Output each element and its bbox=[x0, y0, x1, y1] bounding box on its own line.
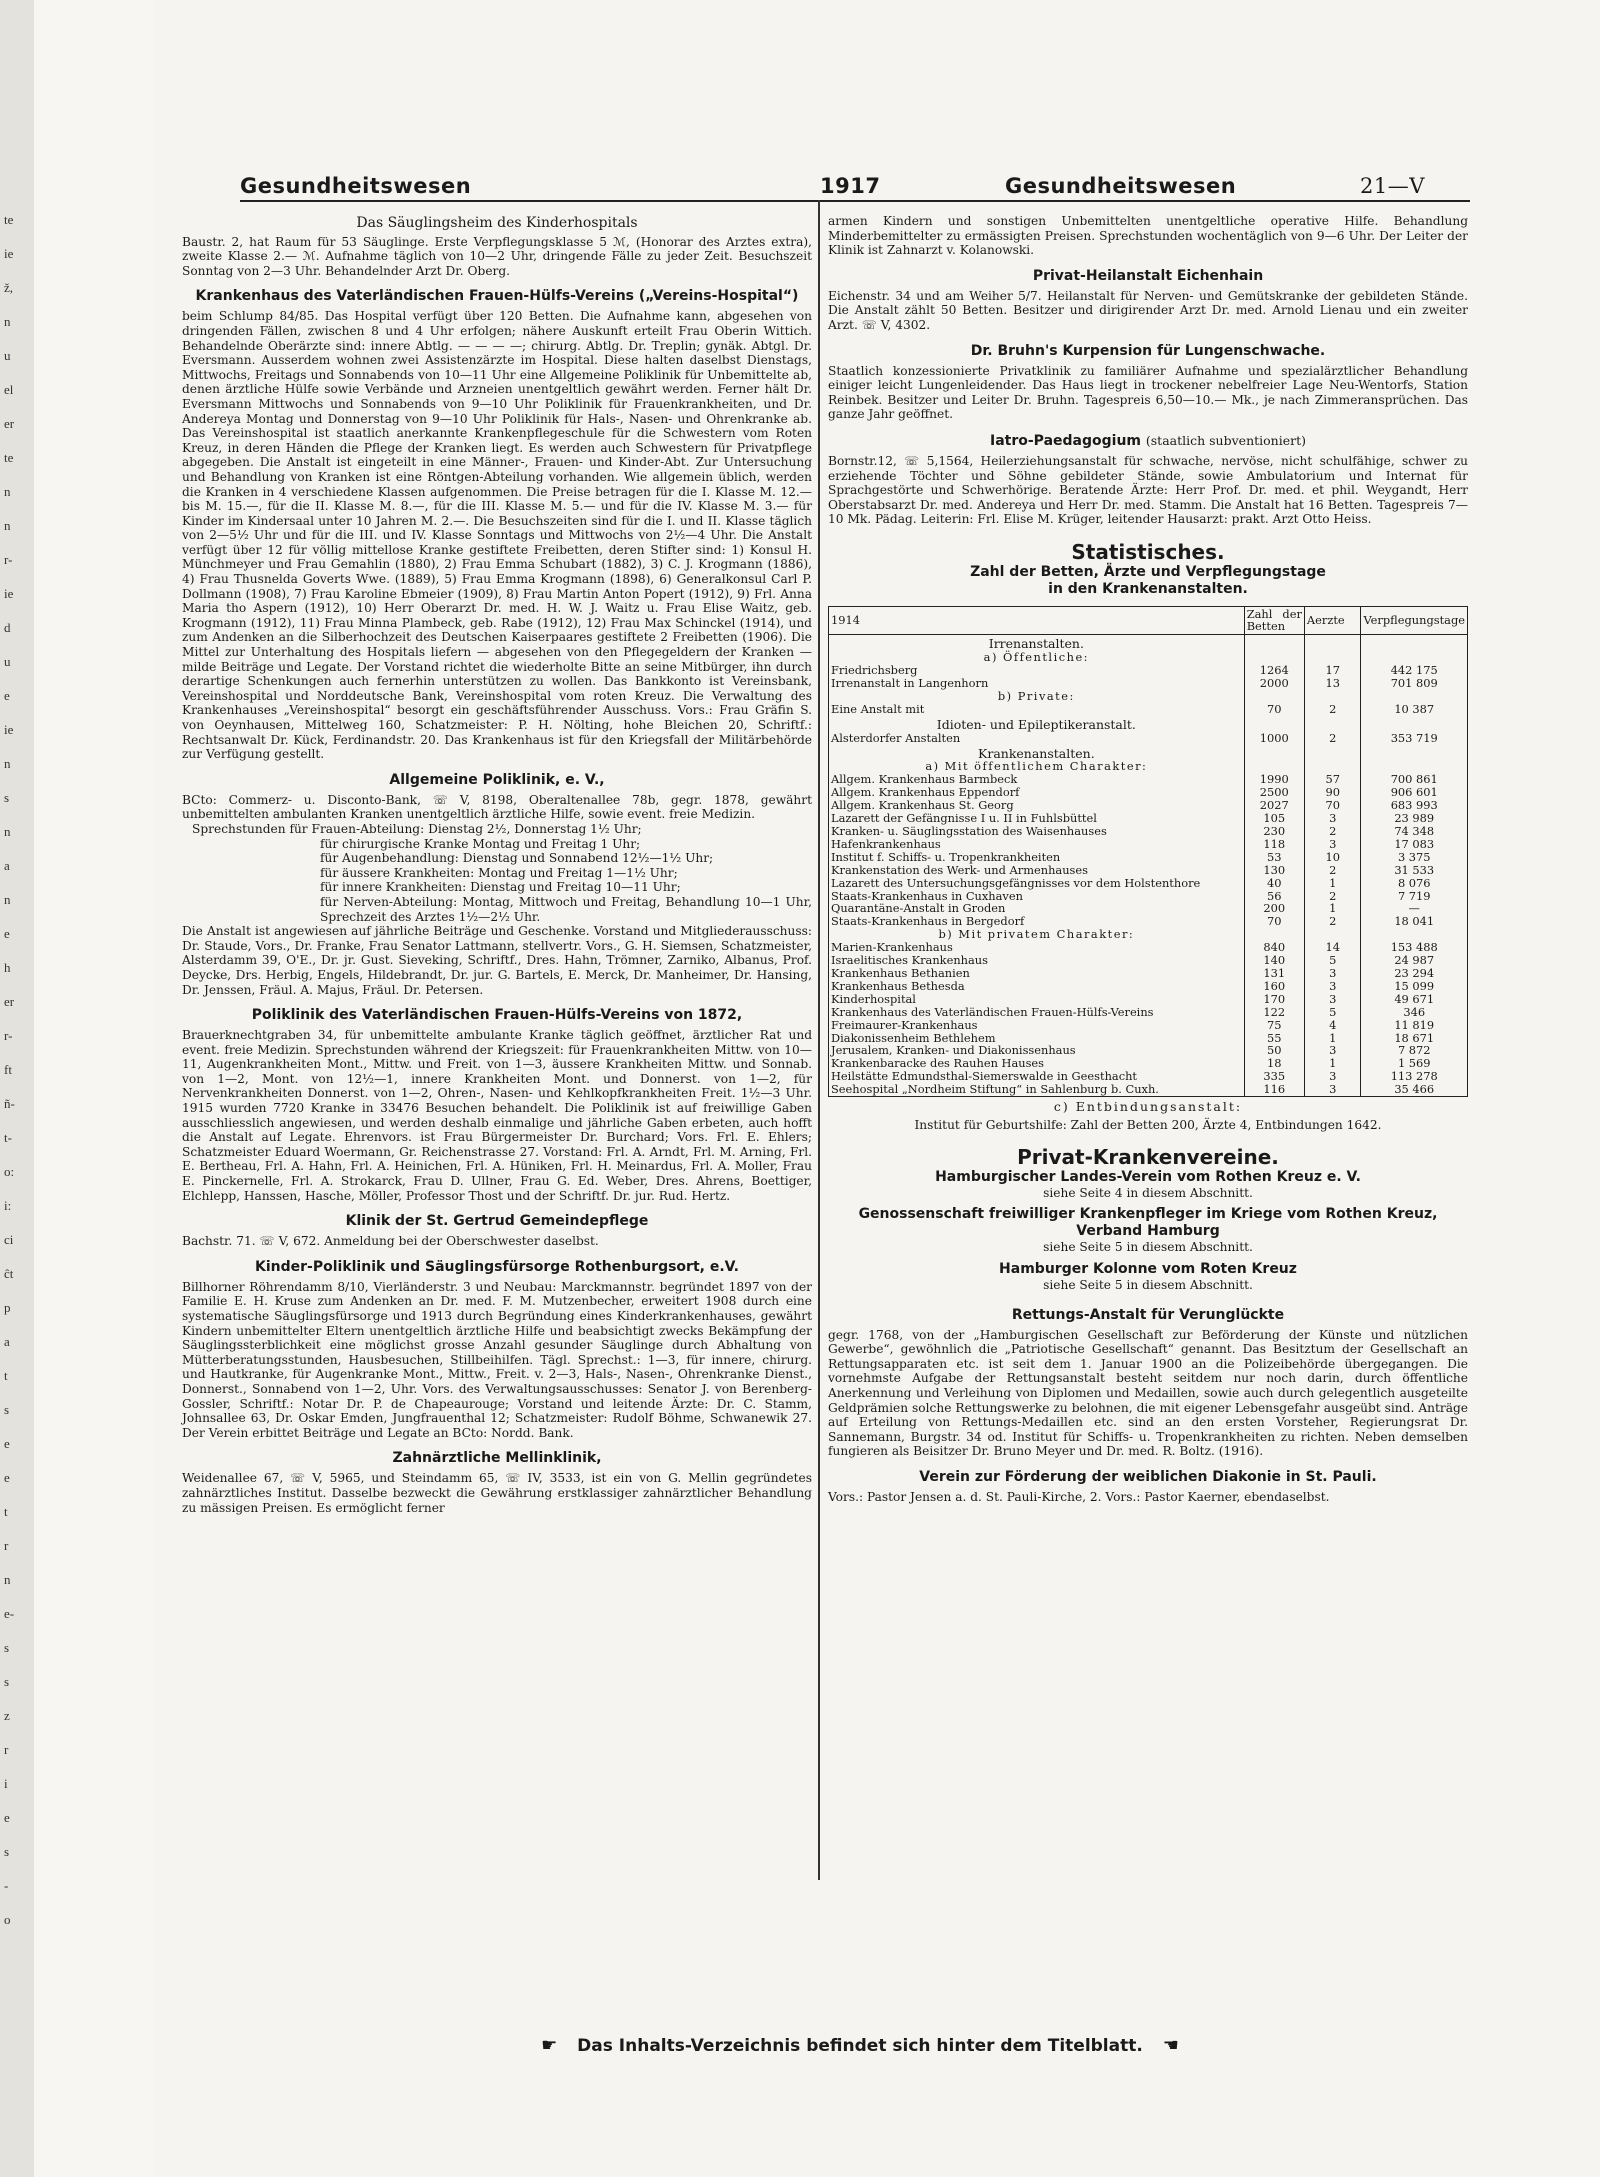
book-gutter bbox=[34, 0, 154, 2177]
days-cell: 3 375 bbox=[1361, 851, 1468, 864]
days-cell: 153 488 bbox=[1361, 941, 1468, 954]
col-header-doctors: Aerzte bbox=[1304, 606, 1361, 635]
days-cell: 18 671 bbox=[1361, 1032, 1468, 1045]
doctors-cell: 3 bbox=[1304, 812, 1361, 825]
institution-cell: Kranken- u. Säuglingsstation des Waisenhauses bbox=[829, 825, 1245, 838]
beds-cell: 840 bbox=[1244, 941, 1304, 954]
margin-fragment: n bbox=[4, 756, 11, 771]
header-left-title: Gesundheitswesen bbox=[240, 174, 472, 198]
beds-cell: 1990 bbox=[1244, 773, 1304, 786]
beds-cell: 50 bbox=[1244, 1044, 1304, 1057]
table-row bbox=[829, 664, 1468, 677]
group-header-row bbox=[829, 745, 1468, 761]
table-row bbox=[829, 915, 1468, 928]
empty-cell bbox=[1244, 716, 1304, 732]
days-cell: 23 294 bbox=[1361, 967, 1468, 980]
doctors-cell: 3 bbox=[1304, 967, 1361, 980]
days-cell: 906 601 bbox=[1361, 786, 1468, 799]
empty-cell bbox=[1361, 635, 1468, 651]
beds-cell: 55 bbox=[1244, 1032, 1304, 1045]
section-title: Krankenhaus des Vaterländischen Frauen-Hülfs-Vereins („Vereins-Hospital“) bbox=[195, 288, 799, 305]
hours-line: für chirurgische Kranke Montag und Freitag 1 Uhr; bbox=[320, 836, 641, 851]
margin-fragment: n bbox=[4, 314, 11, 329]
col-header-days: Verpflegungstage bbox=[1361, 606, 1468, 635]
section-mellin-continued bbox=[828, 214, 1468, 258]
margin-fragment: s bbox=[4, 1674, 10, 1689]
margin-fragment: i: bbox=[4, 1198, 12, 1213]
beds-cell: 18 bbox=[1244, 1057, 1304, 1070]
hours-line: für innere Krankheiten: Dienstag und Freitag 10—11 Uhr; bbox=[320, 880, 681, 895]
margin-fragment: e bbox=[4, 1470, 10, 1485]
margin-fragment: e- bbox=[4, 1606, 15, 1621]
doctors-cell: 17 bbox=[1304, 664, 1361, 677]
section-poliklinik-1872 bbox=[182, 1007, 812, 1203]
beds-cell: 40 bbox=[1244, 877, 1304, 890]
institution-cell: Israelitisches Krankenhaus bbox=[829, 954, 1245, 967]
group-header-row bbox=[829, 651, 1468, 664]
section-statistics bbox=[828, 539, 1468, 1132]
beds-cell: 118 bbox=[1244, 838, 1304, 851]
doctors-cell: 5 bbox=[1304, 954, 1361, 967]
doctors-cell: 2 bbox=[1304, 864, 1361, 877]
institution-cell: Heilstätte Edmundsthal-Siemerswalde in Geesthacht bbox=[829, 1070, 1245, 1083]
section-title: Zahnärztliche Mellinklinik, bbox=[392, 1450, 602, 1467]
hours-line: für Augenbehandlung: Dienstag und Sonnabend 12½—1½ Uhr; bbox=[320, 851, 714, 866]
margin-fragment: s bbox=[4, 790, 10, 805]
beds-cell: 131 bbox=[1244, 967, 1304, 980]
doctors-cell: 2 bbox=[1304, 703, 1361, 716]
doctors-cell: 3 bbox=[1304, 1083, 1361, 1096]
section-text: armen Kindern und sonstigen Unbemittelten unentgeltliche operative Hilfe. Behandlung Minderbemittelter zu ermässigten Preisen. Sprechstunden wochentäglich von 9—6 Uhr. Der Leiter der Klinik ist Zahnarzt v. Kolanowski. bbox=[828, 214, 1468, 258]
table-row bbox=[829, 864, 1468, 877]
table-row bbox=[829, 1044, 1468, 1057]
doctors-cell: 2 bbox=[1304, 825, 1361, 838]
margin-fragment: n bbox=[4, 484, 11, 499]
institution-cell: Krankenhaus des Vaterländischen Frauen-Hülfs-Vereins bbox=[829, 1006, 1245, 1019]
title-text: Iatro-Paedagogium bbox=[990, 432, 1141, 449]
beds-cell: 200 bbox=[1244, 902, 1304, 915]
institution-cell: Jerusalem, Kranken- und Diakonissenhaus bbox=[829, 1044, 1245, 1057]
section-title: Rettungs-Anstalt für Verunglückte bbox=[1011, 1306, 1285, 1323]
margin-fragment: i bbox=[4, 1776, 8, 1791]
table-row bbox=[829, 980, 1468, 993]
footer-text: Das Inhalts-Verzeichnis befindet sich hinter dem Titelblatt. bbox=[577, 2036, 1143, 2056]
days-cell: — bbox=[1361, 902, 1468, 915]
margin-fragment: a bbox=[4, 1334, 10, 1349]
margin-fragment: e bbox=[4, 926, 10, 941]
section-text: Vors.: Pastor Jensen a. d. St. Pauli-Kirche, 2. Vors.: Pastor Kaerner, ebendaselbst. bbox=[828, 1489, 1330, 1504]
days-cell: 8 076 bbox=[1361, 877, 1468, 890]
title-subtext: (staatlich subventioniert) bbox=[1145, 432, 1306, 448]
institution-cell: Allgem. Krankenhaus Eppendorf bbox=[829, 786, 1245, 799]
empty-cell bbox=[1361, 690, 1468, 703]
institution-cell: Krankenstation des Werk- und Armenhauses bbox=[829, 864, 1245, 877]
margin-fragment: ž, bbox=[4, 280, 14, 295]
margin-fragment: t bbox=[4, 1504, 8, 1519]
beds-cell: 105 bbox=[1244, 812, 1304, 825]
beds-cell: 140 bbox=[1244, 954, 1304, 967]
col-header-year: 1914 bbox=[829, 606, 1245, 635]
margin-fragment: n bbox=[4, 1572, 11, 1587]
margin-fragment: e bbox=[4, 1436, 10, 1451]
institution-cell: Eine Anstalt mit bbox=[829, 703, 1245, 716]
section-title: Dr. Bruhn's Kurpension für Lungenschwache. bbox=[970, 342, 1326, 359]
group-label: a) Öffentliche: bbox=[829, 651, 1245, 664]
previous-page-strip bbox=[0, 0, 36, 2177]
doctors-cell: 70 bbox=[1304, 799, 1361, 812]
institution-cell: Allgem. Krankenhaus Barmbeck bbox=[829, 773, 1245, 786]
doctors-cell: 1 bbox=[1304, 877, 1361, 890]
beds-cell: 1000 bbox=[1244, 732, 1304, 745]
section-text: Brauerknechtgraben 34, für unbemittelte ambulante Kranke täglich geöffnet, ärztlicher Rat und event. freie Medizin. Sprechstunden während der Kriegszeit: für Frauenkrankheiten Mittw. von 10—11, Augenkrankheiten Mont., Mittw. und Freit. von 1—3, äussere Krankheiten Mittw. und Sonnab. von 1—2, Mont. von 12½—1, innere Krankheiten Mont. und Donnerst. von 1—2, für Nervenkrankheiten Donnerst. von 1—2, Ohren-, Nasen- und Kehlkopfkrankheiten Freit. 1½—3 Uhr. 1915 wurden 7720 Kranke in 33476 Besuchen behandelt. Die Poliklinik ist auf freiwillige Gaben ausschliesslich angewiesen, und werden deshalb einmalige und jährliche Gaben erbeten, auch hofft die Anstalt auf Legate. Ehrenvors. ist Frau Bürgermeister Dr. Burchard; Vors. Frl. E. Ehlers; Schatzmeister Eduard Woermann, Gr. Reichenstrasse 27. Vorstand: Frl. A. Arndt, Frl. M. Arning, Frl. E. Bertheau, Frl. A. Hahn, Frl. A. Heinichen, Frl. A. Hüniken, Frl. H. Meinardus, Frl. A. Moller, Frau E. Pinckernelle, Frl. A. Strokarck, Frau D. Ullner, Frau G. Ed. Weber, Dres. Ahrens, Boettiger, Elchlepp, Hanssen, Hasche, Möller, Professor Thost und der Schriftf. Dr. jur. Rud. Hertz. bbox=[182, 1028, 812, 1203]
table-row bbox=[829, 773, 1468, 786]
section-title: Das Säuglingsheim des Kinderhospitals bbox=[356, 215, 638, 231]
table-row bbox=[829, 677, 1468, 690]
group-label: Idioten- und Epileptikeranstalt. bbox=[829, 716, 1245, 732]
empty-cell bbox=[1244, 635, 1304, 651]
doctors-cell: 3 bbox=[1304, 1044, 1361, 1057]
group-header-row bbox=[829, 760, 1468, 773]
days-cell: 11 819 bbox=[1361, 1019, 1468, 1032]
doctors-cell: 1 bbox=[1304, 1057, 1361, 1070]
margin-fragment: r bbox=[4, 1538, 9, 1553]
institution-cell: Institut f. Schiffs- u. Tropenkrankheiten bbox=[829, 851, 1245, 864]
empty-cell bbox=[1244, 690, 1304, 703]
beds-cell: 70 bbox=[1244, 915, 1304, 928]
section-title: Poliklinik des Vaterländischen Frauen-Hülfs-Vereins von 1872, bbox=[251, 1007, 743, 1024]
section-bruhn bbox=[828, 343, 1468, 422]
consultation-hours bbox=[182, 822, 812, 924]
group-header-row bbox=[829, 635, 1468, 651]
table-row bbox=[829, 1006, 1468, 1019]
beds-cell: 160 bbox=[1244, 980, 1304, 993]
org-text: siehe Seite 5 in diesem Abschnitt. bbox=[1043, 1240, 1253, 1255]
margin-fragment: t- bbox=[4, 1130, 12, 1145]
group-label: b) Mit privatem Charakter: bbox=[829, 928, 1245, 941]
institution-cell: Diakonissenheim Bethlehem bbox=[829, 1032, 1245, 1045]
section-text: Weidenallee 67, ☏ V, 5965, und Steindamm 65, ☏ IV, 3533, ist ein von G. Mellin gegründetes zahnärztliches Institut. Dasselbe bezweckt die Gewährung erstklassiger zahnärztlicher Behandlung zu mässigen Preisen. Es ermöglicht ferner bbox=[182, 1471, 812, 1515]
margin-fragment: n bbox=[4, 892, 11, 907]
margin-fragment: e bbox=[4, 1810, 10, 1825]
days-cell: 15 099 bbox=[1361, 980, 1468, 993]
days-cell: 49 671 bbox=[1361, 993, 1468, 1006]
statistics-table bbox=[828, 606, 1468, 1098]
table-row bbox=[829, 941, 1468, 954]
section-text: Baustr. 2, hat Raum für 53 Säuglinge. Erste Verpflegungsklasse 5 ℳ, (Honorar des Arztes extra), zweite Klasse 2.— ℳ. Aufnahme täglich von 10—2 Uhr, dringende Fälle zu jeder Zeit. Besuchszeit Sonntag von 2—3 Uhr. Behandelnder Arzt Dr. Oberg. bbox=[182, 234, 812, 278]
table-row bbox=[829, 954, 1468, 967]
institution-cell: Staats-Krankenhaus in Bergedorf bbox=[829, 915, 1245, 928]
group-label: a) Mit öffentlichem Charakter: bbox=[829, 760, 1245, 773]
days-cell: 24 987 bbox=[1361, 954, 1468, 967]
days-cell: 18 041 bbox=[1361, 915, 1468, 928]
section-saeuglingsheim bbox=[182, 216, 812, 278]
table-row bbox=[829, 825, 1468, 838]
margin-fragment: o: bbox=[4, 1164, 15, 1179]
group-header-row bbox=[829, 716, 1468, 732]
table-row bbox=[829, 1019, 1468, 1032]
empty-cell bbox=[1304, 745, 1361, 761]
table-row bbox=[829, 877, 1468, 890]
doctors-cell: 3 bbox=[1304, 838, 1361, 851]
margin-fragment: p bbox=[4, 1300, 11, 1315]
right-column bbox=[828, 214, 1468, 1511]
margin-fragment: a bbox=[4, 858, 10, 873]
hours-line: für äussere Krankheiten: Montag und Freitag 1—1½ Uhr; bbox=[320, 865, 678, 880]
margin-fragment: r- bbox=[4, 552, 13, 567]
footer-notice bbox=[250, 2035, 1470, 2056]
days-cell: 1 569 bbox=[1361, 1057, 1468, 1070]
section-allgemeine-poliklinik bbox=[182, 772, 812, 997]
days-cell: 353 719 bbox=[1361, 732, 1468, 745]
table-row bbox=[829, 1057, 1468, 1070]
group-header-row bbox=[829, 690, 1468, 703]
group-header-row bbox=[829, 928, 1468, 941]
beds-cell: 130 bbox=[1244, 864, 1304, 877]
pointing-hand-right-icon: ☛ bbox=[541, 2035, 558, 2056]
days-cell: 113 278 bbox=[1361, 1070, 1468, 1083]
doctors-cell: 5 bbox=[1304, 1006, 1361, 1019]
margin-fragment: te bbox=[4, 212, 14, 227]
table-row bbox=[829, 732, 1468, 745]
doctors-cell: 2 bbox=[1304, 732, 1361, 745]
beds-cell: 53 bbox=[1244, 851, 1304, 864]
doctors-cell: 90 bbox=[1304, 786, 1361, 799]
column-divider bbox=[818, 200, 820, 1880]
table-row bbox=[829, 799, 1468, 812]
days-cell: 700 861 bbox=[1361, 773, 1468, 786]
org-title: Genossenschaft freiwilliger Krankenpfleger im Kriege vom Rothen Kreuz, Verband Hamburg bbox=[858, 1206, 1438, 1240]
days-cell: 7 872 bbox=[1361, 1044, 1468, 1057]
institution-cell: Seehospital „Nordheim Stiftung“ in Sahlenburg b. Cuxh. bbox=[829, 1083, 1245, 1096]
margin-fragment: ie bbox=[4, 246, 14, 261]
maternity-text: Institut für Geburtshilfe: Zahl der Betten 200, Ärzte 4, Entbindungen 1642. bbox=[914, 1117, 1382, 1132]
section-title: Privat-Heilanstalt Eichenhain bbox=[1032, 267, 1264, 284]
days-cell: 7 719 bbox=[1361, 890, 1468, 903]
section-title: Privat-Krankenvereine. bbox=[1017, 1145, 1279, 1170]
hours-line: für Nerven-Abteilung: Montag, Mittwoch und Freitag, Behandlung 10—1 Uhr, Sprechzeit des Arztes 1½—2½ Uhr. bbox=[320, 894, 812, 924]
empty-cell bbox=[1361, 745, 1468, 761]
institution-cell: Friedrichsberg bbox=[829, 664, 1245, 677]
margin-fragment: te bbox=[4, 450, 14, 465]
days-cell: 31 533 bbox=[1361, 864, 1468, 877]
beds-cell: 335 bbox=[1244, 1070, 1304, 1083]
margin-fragment: r bbox=[4, 1742, 9, 1757]
days-cell: 10 387 bbox=[1361, 703, 1468, 716]
table-row bbox=[829, 1070, 1468, 1083]
margin-fragment: u bbox=[4, 654, 11, 669]
margin-fragment: ie bbox=[4, 722, 14, 737]
table-row bbox=[829, 812, 1468, 825]
hours-line: Sprechstunden für Frauen-Abteilung: Dienstag 2½, Donnerstag 1½ Uhr; bbox=[192, 821, 642, 836]
institution-cell: Irrenanstalt in Langenhorn bbox=[829, 677, 1245, 690]
beds-cell: 1264 bbox=[1244, 664, 1304, 677]
doctors-cell: 2 bbox=[1304, 915, 1361, 928]
margin-fragment: e bbox=[4, 688, 10, 703]
section-eichenhain bbox=[828, 268, 1468, 333]
empty-cell bbox=[1304, 635, 1361, 651]
header-year: 1917 bbox=[820, 174, 881, 198]
institution-cell: Freimaurer-Krankenhaus bbox=[829, 1019, 1245, 1032]
group-label: b) Private: bbox=[829, 690, 1245, 703]
org-title: Hamburger Kolonne vom Roten Kreuz bbox=[999, 1261, 1297, 1277]
col-header-beds: Zahl der Betten bbox=[1244, 606, 1304, 635]
section-text: Bachstr. 71. ☏ V, 672. Anmeldung bei der Oberschwester daselbst. bbox=[182, 1234, 599, 1249]
doctors-cell: 57 bbox=[1304, 773, 1361, 786]
section-text: gegr. 1768, von der „Hamburgischen Gesellschaft zur Beförderung der Künste und nützlichen Gewerbe“, gewöhnlich die „Patriotische Gesellschaft“ genannt. Das Besitztum der Gesellschaft an Rettungsapparaten etc. ist seit dem 1. Januar 1900 an die Polizeibehörde übergegangen. Die vornehmste Aufgabe der Rettungsanstalt besteht seitdem nur noch darin, durch öffentliche Anerkennung und Verleihung von Diplomen und Medaillen, sowie auch durch gelegentlich ausgeteilte Geldprämien solche Rettungswerke zu belohnen, die mit eigener Lebensgefahr ausgeübt sind. Anträge auf Erteilung von Rettungs-Medaillen etc. sind an den ersten Vorsteher, Regierungsrat Dr. Sannemann, Burgstr. 34 od. Institut für Schiffs- u. Tropenkrankheiten zu richten. Neben demselben fungieren als Beisitzer Dr. Bruno Meyer und Dr. med. R. Boltz. (1916). bbox=[828, 1327, 1468, 1459]
section-vereins-hospital bbox=[182, 288, 812, 761]
table-row bbox=[829, 967, 1468, 980]
beds-cell: 230 bbox=[1244, 825, 1304, 838]
institution-cell: Allgem. Krankenhaus St. Georg bbox=[829, 799, 1245, 812]
table-row bbox=[829, 1032, 1468, 1045]
margin-fragment: o bbox=[4, 1912, 11, 1927]
left-column bbox=[182, 214, 812, 1521]
institution-cell: Krankenhaus Bethesda bbox=[829, 980, 1245, 993]
table-row bbox=[829, 890, 1468, 903]
section-title bbox=[828, 432, 1468, 450]
institution-cell: Marien-Krankenhaus bbox=[829, 941, 1245, 954]
beds-cell: 2027 bbox=[1244, 799, 1304, 812]
margin-fragment: ft bbox=[4, 1062, 12, 1077]
doctors-cell: 14 bbox=[1304, 941, 1361, 954]
section-diakonie bbox=[828, 1469, 1468, 1505]
beds-cell: 2000 bbox=[1244, 677, 1304, 690]
section-text: Bornstr.12, ☏ 5,1564, Heilerziehungsanstalt für schwache, nervöse, nicht schulfähige, schwer zu erziehende Töchter und Söhne gebildeter Stände, sowie Ambulatorium und Internat für Sprachgestörte und Schwerhörige. Beratende Ärzte: Herr Prof. Dr. med. et phil. Weygandt, Herr Oberstabsarzt Dr. med. Andereya und Herr Dr. med. Stamm. Die Anstalt hat 16 Betten. Tagespreis 7—10 Mk. Pädag. Leiterin: Frl. Elise M. Krüger, leitender Hausarzt: prakt. Arzt Otto Heiss. bbox=[828, 453, 1468, 527]
section-text: BCto: Commerz- u. Disconto-Bank, ☏ V, 8198, Oberaltenallee 78b, gegr. 1878, gewährt unbemittelten ambulanten Kranken unentgeltlich ärztliche Hilfe, sowie event. freie Medizin. bbox=[182, 792, 812, 822]
margin-fragment: s bbox=[4, 1844, 10, 1859]
table-row bbox=[829, 838, 1468, 851]
doctors-cell: 13 bbox=[1304, 677, 1361, 690]
days-cell: 35 466 bbox=[1361, 1083, 1468, 1096]
section-text: Die Anstalt ist angewiesen auf jährliche Beiträge und Geschenke. Vorstand und Mitgliederausschuss: Dr. Staude, Vors., Dr. Franke, Frau Senator Lattmann, stellvertr. Vors., G. H. Siemsen, Schatzmeister, Alsterdamm 39, O'E., Dr. jr. Gust. Sieveking, Schriftf., Dres. Hahn, Trömner, Zarniko, Albanus, Prof. Deycke, Drs. Herbig, Engels, Hildebrandt, Dr. jur. G. Bartels, E. Merck, Dr. Manheimer, Dr. Hansing, Dr. Jenssen, Fräul. A. Majus, Fräul. Dr. Petersen. bbox=[182, 924, 812, 997]
days-cell: 74 348 bbox=[1361, 825, 1468, 838]
org-title: Hamburgischer Landes-Verein vom Rothen Kreuz e. V. bbox=[935, 1168, 1361, 1185]
section-iatro-paedagogium bbox=[828, 432, 1468, 527]
statistics-subtitle: Zahl der Betten, Ärzte und Verpflegungstage bbox=[970, 563, 1326, 580]
table-row bbox=[829, 993, 1468, 1006]
beds-cell: 75 bbox=[1244, 1019, 1304, 1032]
doctors-cell: 1 bbox=[1304, 902, 1361, 915]
doctors-cell: 3 bbox=[1304, 1070, 1361, 1083]
doctors-cell: 3 bbox=[1304, 980, 1361, 993]
doctors-cell: 4 bbox=[1304, 1019, 1361, 1032]
days-cell: 17 083 bbox=[1361, 838, 1468, 851]
beds-cell: 122 bbox=[1244, 1006, 1304, 1019]
section-text: Staatlich konzessionierte Privatklinik zu familiärer Aufnahme und spezialärztlicher Behandlung einiger leicht Lungenleidender. Das Haus liegt in trockener nebelfreier Lage Neu-Wentorfs, Station Reinbek. Besitzer und Leiter Dr. Bruhn. Tagespreis 6,50—10.— Mk., je nach Zimmeransprüchen. Das ganze Jahr geöffnet. bbox=[828, 363, 1468, 422]
margin-fragment: t bbox=[4, 1368, 8, 1383]
beds-cell: 2500 bbox=[1244, 786, 1304, 799]
margin-fragment: ci bbox=[4, 1232, 14, 1247]
days-cell: 23 989 bbox=[1361, 812, 1468, 825]
table-row bbox=[829, 851, 1468, 864]
days-cell: 683 993 bbox=[1361, 799, 1468, 812]
doctors-cell: 3 bbox=[1304, 993, 1361, 1006]
section-title: Kinder-Poliklinik und Säuglingsfürsorge Rothenburgsort, e.V. bbox=[255, 1258, 739, 1275]
section-text: Billhorner Röhrendamm 8/10, Vierländerstr. 3 und Neubau: Marckmannstr. begründet 1897 von der Familie E. H. Kruse zum Andenken an Dr. med. F. M. Mutzenbecher, erweitert 1908 durch eine systematische Säuglingsfürsorge und 1913 durch Begründung eines Kinderkrankenhauses, gewährt Kindern unbemittelter Eltern unentgeltlich ärztliche Hilfe und beabsichtigt zwecks Bekämpfung der Säuglingssterblichkeit eine möglichst grosse Anzahl gesunder Säuglinge durch Abhaltung von Mütterberatungsstunden, Hausbesuchen, Stillbeihilfen. Tägl. Sprechst.: 1—3, für innere, chirurg. und Hautkranke, für Augenkranke Mont., Mittw., Freit. v. 2—3, Hals-, Nasen-, Ohrenkranke Dienst., Donnerst., Sonnabend von 1—2, Uhr. Vors. des Verwaltungsausschusses: Senator J. von Berenberg-Gossler, Schriftf.: Notar Dr. P. de Chapeaurouge; Vorstand und leitende Ärzte: Dr. C. Stamm, Johnsallee 63, Dr. Oskar Emden, Jungfrauenthal 12; Schatzmeister: Rudolf Böhme, Schwanewik 27. Der Verein erbittet Beiträge und Legate an BCto: Nordd. Bank. bbox=[182, 1279, 812, 1440]
doctors-cell: 1 bbox=[1304, 1032, 1361, 1045]
margin-fragment: s bbox=[4, 1640, 10, 1655]
running-header bbox=[240, 170, 1470, 202]
margin-fragment: n bbox=[4, 518, 11, 533]
institution-cell: Lazarett des Untersuchungsgefängnisses vor dem Holstenthore bbox=[829, 877, 1245, 890]
section-title: Klinik der St. Gertrud Gemeindepflege bbox=[345, 1213, 649, 1230]
margin-fragment: u bbox=[4, 348, 11, 363]
beds-cell: 56 bbox=[1244, 890, 1304, 903]
table-row bbox=[829, 1083, 1468, 1096]
page-number: 21—V bbox=[1360, 174, 1425, 198]
section-text: Eichenstr. 34 und am Weiher 5/7. Heilanstalt für Nerven- und Gemütskranke der gebildeten Stände. Die Anstalt zählt 50 Betten. Besitzer und dirigirender Arzt Dr. med. Arnold Lienau und ein zweiter Arzt. ☏ V, 4302. bbox=[828, 288, 1468, 332]
institution-cell: Quarantäne-Anstalt in Groden bbox=[829, 902, 1245, 915]
beds-cell: 70 bbox=[1244, 703, 1304, 716]
institution-cell: Lazarett der Gefängnisse I u. II in Fuhlsbüttel bbox=[829, 812, 1245, 825]
margin-fragment: ñ- bbox=[4, 1096, 15, 1111]
group-label: Krankenanstalten. bbox=[829, 745, 1245, 761]
institution-cell: Staats-Krankenhaus in Cuxhaven bbox=[829, 890, 1245, 903]
empty-cell bbox=[1244, 745, 1304, 761]
institution-cell: Hafenkrankenhaus bbox=[829, 838, 1245, 851]
margin-fragment: d bbox=[4, 620, 11, 635]
table-row bbox=[829, 786, 1468, 799]
org-text: siehe Seite 4 in diesem Abschnitt. bbox=[1043, 1185, 1253, 1200]
margin-fragment: ie bbox=[4, 586, 14, 601]
group-label: c) Entbindungsanstalt: bbox=[1053, 1099, 1243, 1115]
section-privat-krankenvereine bbox=[828, 1145, 1468, 1292]
statistics-title: Statistisches. bbox=[1071, 539, 1225, 564]
section-rettungs-anstalt bbox=[828, 1307, 1468, 1459]
institution-cell: Krankenbaracke des Rauhen Hauses bbox=[829, 1057, 1245, 1070]
institution-cell: Krankenhaus Bethanien bbox=[829, 967, 1245, 980]
group-label: Irrenanstalten. bbox=[829, 635, 1245, 651]
margin-fragment: - bbox=[4, 1878, 9, 1893]
doctors-cell: 2 bbox=[1304, 890, 1361, 903]
empty-cell bbox=[1304, 716, 1361, 732]
institution-cell: Kinderhospital bbox=[829, 993, 1245, 1006]
margin-fragment: n bbox=[4, 824, 11, 839]
days-cell: 701 809 bbox=[1361, 677, 1468, 690]
institution-cell: Alsterdorfer Anstalten bbox=[829, 732, 1245, 745]
margin-fragment: r- bbox=[4, 1028, 13, 1043]
days-cell: 346 bbox=[1361, 1006, 1468, 1019]
statistics-subtitle-2: in den Krankenanstalten. bbox=[1048, 580, 1248, 597]
margin-fragment: er bbox=[4, 416, 15, 431]
section-title: Allgemeine Poliklinik, e. V., bbox=[389, 771, 605, 788]
pointing-hand-left-icon: ☚ bbox=[1162, 2035, 1179, 2056]
table-row bbox=[829, 902, 1468, 915]
section-mellinklinik bbox=[182, 1450, 812, 1515]
section-title: Verein zur Förderung der weiblichen Diakonie in St. Pauli. bbox=[919, 1468, 1377, 1485]
margin-fragment: ĉt bbox=[4, 1266, 14, 1281]
beds-cell: 116 bbox=[1244, 1083, 1304, 1096]
header-right-title: Gesundheitswesen bbox=[1005, 174, 1237, 198]
section-st-gertrud bbox=[182, 1213, 812, 1249]
margin-fragment: el bbox=[4, 382, 14, 397]
doctors-cell: 10 bbox=[1304, 851, 1361, 864]
org-text: siehe Seite 5 in diesem Abschnitt. bbox=[1043, 1278, 1253, 1292]
beds-cell: 170 bbox=[1244, 993, 1304, 1006]
section-text: beim Schlump 84/85. Das Hospital verfügt über 120 Betten. Die Aufnahme kann, abgesehen von dringenden Fällen, zwischen 8 und 4 Uhr erfolgen; nähere Auskunft erteilt Frau Oberin Wittich. Behandelnde Oberärzte sind: innere Abtlg. — — — —; chirurg. Abtlg. Dr. Treplin; gynäk. Abtgl. Dr. Eversmann. Ausserdem wohnen zwei Assistenzärzte im Hospital. Diese halten daselbst Dienstags, Mittwochs, Freitags und Sonnabends von 10—11 Uhr eine Allgemeine Poliklinik für Unbemittelte ab, denen ärztliche Hülfe sowie Verbände und Arzneien unentgeltlich gewährt werden. Ferner hält Dr. Eversmann Mittwochs und Sonnabends von 9—10 Uhr Poliklinik für Frauenkrankheiten, und Dr. Andereya Montag und Donnerstag von 9—10 Uhr Poliklinik für Hals-, Nasen- und Ohrenkranke ab. Das Vereinshospital ist staatlich anerkannte Krankenpflegeschule für die Schwestern vom Roten Kreuz, in deren Händen die Pflege der Kranken liegt. Es werden auch Schwestern für Privatpflege abgegeben. Die Anstalt ist eingeteilt in eine Männer-, Frauen- und Kinder-Abt. Zur Untersuchung und Behandlung von Kranken ist eine Röntgen-Abteilung vorhanden. Wie allgemein üblich, werden die Kranken in 4 verschiedene Klassen aufgenommen. Die Preise betragen für die I. Klasse M. 12.— bis M. 15.—, für die II. Klasse M. 8.—, für die III. Klasse M. 5.— und für die IV. Klasse M. 3.— für Kinder im Kindersaal unter 10 Jahren M. 2.—. Die Besuchszeiten sind für die I. und II. Klasse täglich von 2—5½ Uhr und für die III. und IV. Klasse Sonntags und Mittwochs von 2½—4 Uhr. Die Anstalt verfügt über 12 für völlig mittellose Kranke gestiftete Freibetten, deren Stifter sind: 1) Konsul H. Münchmeyer und Frau Gemahlin (1880), 2) Frau Emma Schubart (1882), 3) C. J. Krogmann (1886), 4) Frau Thusnelda Goverts Wwe. (1889), 5) Frau Emma Krogmann (1898), 6) Generalkonsul Carl P. Dollmann (1908), 7) Frau Karoline Ebmeier (1909), 8) Frau Martin Anton Popert (1912), 9) Frl. Anna Maria tho Aspern (1912), 10) Herr Oberarzt Dr. med. H. W. J. Waitz u. Frau Elise Waitz, geb. Krogmann (1912), 11) Frau Minna Plambeck, geb. Rabe (1912), 12) Frau Max Schinckel (1914), und zum Andenken an die Silberhochzeit des Deutschen Kaiserpaares gestiftete 2 Freibetten (1906). Die Mittel zur Unterhaltung des Hospitals liefern — abgesehen von den Pflegegeldern der Kranken — milde Beiträge und Legate. Der Vorstand richtet die wiederholte Bitte an seine Mitbürger, ihn durch derartige Schenkungen auch fernerhin unterstützen zu wollen. Das Bankkonto ist Vereinsbank, Vereinshospital und Norddeutsche Bank, Vereinshospital vom roten Kreuz. Die Verwaltung des Krankenhauses „Vereinshospital“ besorgt ein geschäftsführender Ausschuss. Vors.: Frau Gräfin S. von Oeynhausen, Mittelweg 160, Schatzmeister: P. H. Nölting, hohe Bleichen 20, Schriftf.: Rechtsanwalt Dr. Kück, Ferdinandstr. 20. Das Krankenhaus ist für den Kriegsfall der Militärbehörde zur Verfügung gestellt. bbox=[182, 309, 812, 762]
table-row bbox=[829, 703, 1468, 716]
days-cell: 442 175 bbox=[1361, 664, 1468, 677]
margin-fragment: z bbox=[4, 1708, 10, 1723]
margin-fragment: s bbox=[4, 1402, 10, 1417]
empty-cell bbox=[1304, 690, 1361, 703]
empty-cell bbox=[1361, 716, 1468, 732]
section-kinder-poliklinik bbox=[182, 1259, 812, 1441]
margin-fragment: er bbox=[4, 994, 15, 1009]
margin-fragment: h bbox=[4, 960, 11, 975]
